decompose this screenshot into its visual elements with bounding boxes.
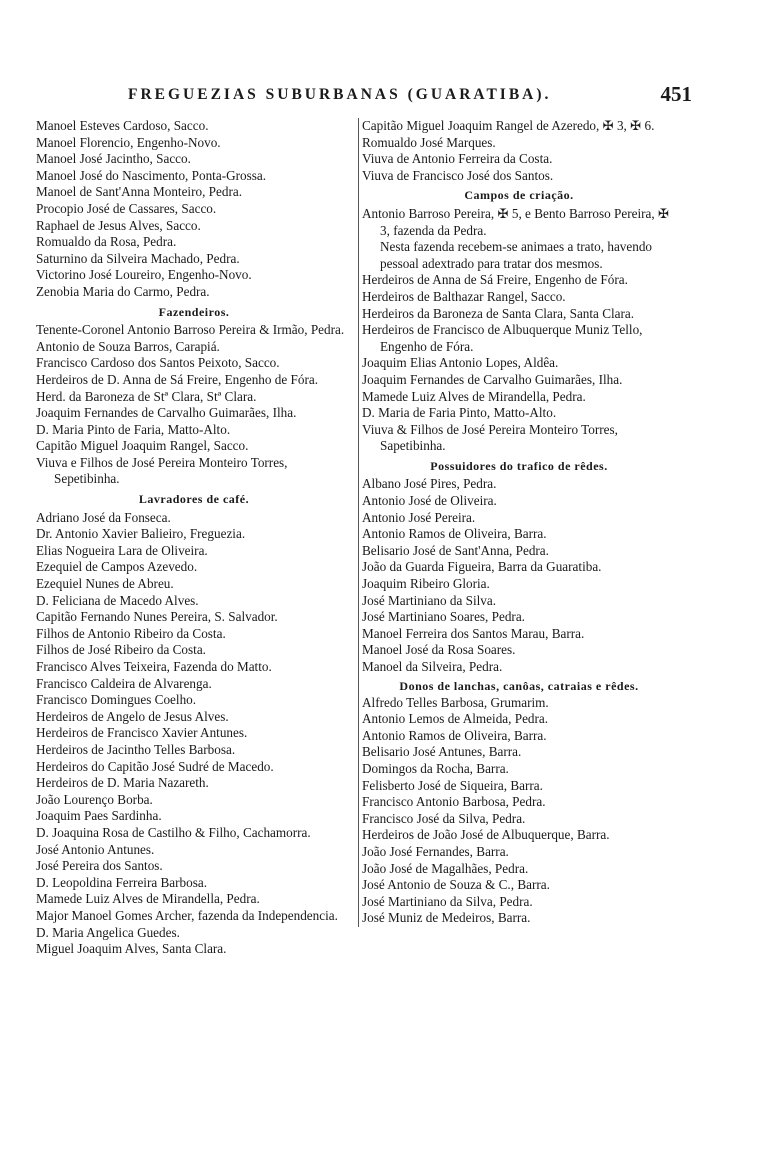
list-item: Romualdo da Rosa, Pedra. [36,234,177,250]
left-column [36,118,352,958]
list-item: Saturnino da Silveira Machado, Pedra. [36,250,240,266]
list-item: Herdeiros de Jacintho Telles Barbosa. [36,741,236,757]
criacao-note: Nesta fazenda recebem-se animaes a trato, havendo pessoal adextrado para tratar dos mesmos. [380,239,653,271]
list-item: Belisario José de Sant'Anna, Pedra. [362,542,549,558]
section-heading-lanchas: Donos de lanchas, canôas, catraias e rêdes. [399,678,639,693]
list-item: Manoel José Jacintho, Sacco. [36,151,191,167]
list-item: Herdeiros de D. Anna de Sá Freire, Engenho de Fóra. [36,371,318,387]
list-item: Manoel de Sant'Anna Monteiro, Pedra. [36,184,243,200]
list-item: Ezequiel Nunes de Abreu. [36,576,174,592]
right-column [358,118,676,927]
list-item: Antonio Ramos de Oliveira, Barra. [362,526,547,542]
list-item: D. Feliciana de Macedo Alves. [36,592,199,608]
list-item: Manoel da Silveira, Pedra. [362,659,503,674]
list-item: José Martiniano Soares, Pedra. [362,609,525,625]
list-item: Antonio José de Oliveira. [362,493,497,509]
list-item: Joaquim Ribeiro Gloria. [362,576,490,592]
list-item: Procopio José de Cassares, Sacco. [36,200,217,216]
list-item: Herdeiros de Francisco Xavier Antunes. [36,725,248,741]
list-item: Joaquim Paes Sardinha. [36,808,162,824]
left-top-list [36,118,352,301]
list-item: José Pereira dos Santos. [36,858,163,874]
list-item: Tenente-Coronel Antonio Barroso Pereira & Irmão, Pedra. [36,322,345,338]
list-item: Francisco Domingues Coelho. [36,692,197,708]
page-number: 451 [660,82,692,106]
list-item: Herdeiros do Capitão José Sudré de Macedo. [36,758,274,774]
section-heading-lavradores: Lavradores de café. [138,492,250,507]
list-item: D. Maria Angelica Guedes. [36,924,180,940]
list-item: Antonio José Pereira. [362,509,476,525]
list-item: D. Joaquina Rosa de Castilho & Filho, Cachamorra. [36,824,311,840]
list-item: Manoel José do Nascimento, Ponta-Grossa. [36,167,267,183]
list-item: Viuva & Filhos de José Pereira Monteiro Torres, Sapetibinha. [362,421,618,454]
list-item: Herdeiros de Anna de Sá Freire, Engenho de Fóra. [362,272,628,288]
list-item: Antonio de Souza Barros, Carapiá. [36,338,220,354]
list-item: João José de Magalhães, Pedra. [362,860,529,876]
list-item: Felisberto José de Siqueira, Barra. [362,777,543,793]
list-item: Antonio Ramos de Oliveira, Barra. [362,727,547,743]
list-item: Francisco Caldeira de Alvarenga. [36,675,212,691]
page-title: FREGUEZIAS SUBURBANAS (GUARATIBA). [128,86,552,103]
list-item: Viuva de Antonio Ferreira da Costa. [362,151,553,167]
list-item: D. Maria Pinto de Faria, Matto-Alto. [36,421,231,437]
list-item: Herdeiros de Angelo de Jesus Alves. [36,708,229,724]
list-item: Herdeiros de Francisco de Albuquerque Muniz Tello, Engenho de Fóra. [362,322,643,354]
list-item: Manoel José da Rosa Soares. [362,642,516,658]
list-item: Raphael de Jesus Alves, Sacco. [36,217,201,233]
list-item: José Antonio Antunes. [36,841,155,857]
list-item: João da Guarda Figueira, Barra da Guaratiba. [362,559,602,575]
list-item: Romualdo José Marques. [362,134,496,150]
list-item: Manoel Esteves Cardoso, Sacco. [36,118,209,133]
section-heading-redes: Possuidores do trafico de rêdes. [430,458,608,473]
lavradores-list [36,510,352,958]
list-item: José Muniz de Medeiros, Barra. [362,910,531,926]
list-item: Capitão Miguel Joaquim Rangel de Azeredo, ✠ 3, ✠ 6. [362,118,655,133]
list-item: Antonio Lemos de Almeida, Pedra. [362,711,549,727]
list-item: Capitão Fernando Nunes Pereira, S. Salvador. [36,609,278,625]
list-item: Filhos de Antonio Ribeiro da Costa. [36,625,226,641]
list-item: D. Leopoldina Ferreira Barbosa. [36,874,208,890]
list-item: Francisco Antonio Barbosa, Pedra. [362,794,546,810]
list-item: Herdeiros da Baroneza de Santa Clara, Santa Clara. [362,305,635,321]
list-item: Francisco Cardoso dos Santos Peixoto, Sacco. [36,355,280,371]
list-item: Francisco Alves Teixeira, Fazenda do Matto. [36,659,272,674]
list-item: Belisario José Antunes, Barra. [362,744,522,760]
list-item: Herdeiros de João José de Albuquerque, Barra. [362,827,610,843]
redes-list [362,476,676,675]
section-heading-criacao: Campos de criação. [464,188,574,203]
list-item: Mamede Luiz Alves de Mirandella, Pedra. [36,891,260,907]
list-item: Adriano José da Fonseca. [36,509,171,525]
list-item: Joaquim Elias Antonio Lopes, Aldêa. [362,355,559,371]
list-item: Francisco José da Silva, Pedra. [362,810,526,826]
list-item: José Martiniano da Silva, Pedra. [362,893,533,909]
list-item: Filhos de José Ribeiro da Costa. [36,642,206,658]
list-item: Viuva de Francisco José dos Santos. [362,167,554,183]
list-item: Joaquim Fernandes de Carvalho Guimarães, Ilha. [36,405,297,421]
page-header [30,82,692,108]
criacao-list [362,206,676,455]
list-item: Manoel Ferreira dos Santos Marau, Barra. [362,625,585,641]
list-item: Manoel Florencio, Engenho-Novo. [36,134,221,150]
list-item: Capitão Miguel Joaquim Rangel, Sacco. [36,438,249,454]
list-item: Antonio Barroso Pereira, ✠ 5, e Bento Barroso Pereira, ✠ 3, fazenda da Pedra. [362,205,670,238]
list-item: Joaquim Fernandes de Carvalho Guimarães, Ilha. [362,371,623,387]
list-item: João José Fernandes, Barra. [362,843,509,859]
list-item: Zenobia Maria do Carmo, Pedra. [36,283,210,299]
list-item: Viuva e Filhos de José Pereira Monteiro Torres, Sepetibinha. [36,454,288,487]
list-item: Alfredo Telles Barbosa, Grumarim. [362,694,549,710]
list-item: Ezequiel de Campos Azevedo. [36,559,198,575]
list-item: José Martiniano da Silva. [362,592,497,608]
fazendeiros-list [36,322,352,488]
list-item: Miguel Joaquim Alves, Santa Clara. [36,941,227,957]
list-item: Herdeiros de Balthazar Rangel, Sacco. [362,288,566,304]
lanchas-list [362,695,676,927]
list-item: Domingos da Rocha, Barra. [362,760,509,776]
list-item: Albano José Pires, Pedra. [362,476,497,492]
list-item: Elias Nogueira Lara de Oliveira. [36,542,208,558]
right-top-list [362,118,676,184]
list-item: João Lourenço Borba. [36,791,153,807]
list-item: Mamede Luiz Alves de Mirandella, Pedra. [362,388,586,404]
list-item: D. Maria de Faria Pinto, Matto-Alto. [362,405,557,421]
list-item: Victorino José Loureiro, Engenho-Novo. [36,267,252,283]
list-item: Major Manoel Gomes Archer, fazenda da Independencia. [36,907,338,923]
list-item: José Antonio de Souza & C., Barra. [362,877,550,893]
list-item: Herd. da Baroneza de Stª Clara, Stª Clara. [36,388,257,404]
list-item: Dr. Antonio Xavier Balieiro, Freguezia. [36,526,246,542]
list-item: Herdeiros de D. Maria Nazareth. [36,775,209,791]
section-heading-fazendeiros: Fazendeiros. [158,304,230,319]
